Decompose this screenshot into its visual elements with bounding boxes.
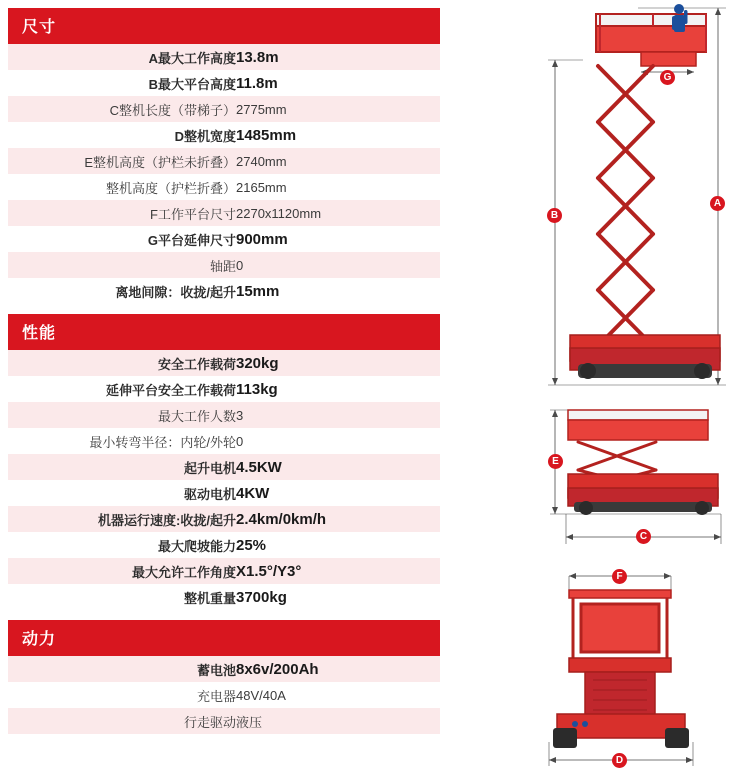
row-value: X1.5°/Y3° <box>236 558 440 584</box>
row-label: D整机宽度 <box>8 122 236 148</box>
dim-marker-G: G <box>660 70 675 85</box>
row-value: 0 <box>236 428 440 454</box>
row-value: 0 <box>236 252 440 278</box>
section-gap <box>8 304 440 314</box>
front-view-svg <box>523 564 739 779</box>
section-title-dimensions: 尺寸 <box>8 8 440 44</box>
row-value: 15mm <box>236 278 440 304</box>
row-value: 320kg <box>236 350 440 376</box>
table-row <box>8 200 440 226</box>
row-value: 2775mm <box>236 96 440 122</box>
table-row <box>8 532 440 558</box>
row-label: 离地间隙：收拢/起升 <box>8 278 236 304</box>
table-dimensions <box>8 44 440 304</box>
table-row <box>8 44 440 70</box>
row-label: 最大工作人数 <box>8 402 236 428</box>
row-label: 起升电机 <box>8 454 236 480</box>
table-row <box>8 708 440 734</box>
row-label: G平台延伸尺寸 <box>8 226 236 252</box>
row-label: C整机长度（带梯子） <box>8 96 236 122</box>
row-label: 最大爬坡能力 <box>8 532 236 558</box>
row-label: 驱动电机 <box>8 480 236 506</box>
row-value: 4.5KW <box>236 454 440 480</box>
row-value: 2270x1120mm <box>236 200 440 226</box>
view-side-elevated <box>448 0 739 392</box>
section-dimensions <box>8 8 440 304</box>
dim-marker-D: D <box>612 753 627 768</box>
row-value: 48V/40A <box>236 682 440 708</box>
table-row <box>8 376 440 402</box>
row-value: 3 <box>236 402 440 428</box>
row-value: 11.8m <box>236 70 440 96</box>
table-performance <box>8 350 440 610</box>
view-side-stowed <box>506 392 739 564</box>
row-value: 8x6v/200Ah <box>236 656 440 682</box>
row-value: 25% <box>236 532 440 558</box>
row-label: 最小转弯半径：内轮/外轮 <box>8 428 236 454</box>
scissor-stack <box>598 66 653 346</box>
table-row <box>8 252 440 278</box>
row-value: 4KW <box>236 480 440 506</box>
table-row <box>8 96 440 122</box>
table-row <box>8 682 440 708</box>
specifications-column <box>8 8 440 734</box>
table-row <box>8 350 440 376</box>
row-label: 蓄电池 <box>8 656 236 682</box>
table-row <box>8 278 440 304</box>
row-value: 3700kg <box>236 584 440 610</box>
section-performance <box>8 314 440 610</box>
row-value: 2165mm <box>236 174 440 200</box>
chassis <box>570 335 720 379</box>
row-label: 轴距 <box>8 252 236 278</box>
row-value: 1485mm <box>236 122 440 148</box>
table-row <box>8 402 440 428</box>
table-row <box>8 70 440 96</box>
row-label: 行走驱动 <box>8 708 236 734</box>
table-power <box>8 656 440 734</box>
row-value: 13.8m <box>236 44 440 70</box>
section-title-power: 动力 <box>8 620 440 656</box>
table-row <box>8 122 440 148</box>
row-label: 机器运行速度:收拢/起升 <box>8 506 236 532</box>
dim-marker-A: A <box>710 196 725 211</box>
side-stowed-svg <box>506 392 739 564</box>
table-row <box>8 480 440 506</box>
table-row <box>8 148 440 174</box>
side-elevated-svg <box>448 0 739 392</box>
row-value: 900mm <box>236 226 440 252</box>
view-front <box>523 564 739 779</box>
row-label: B最大平台高度 <box>8 70 236 96</box>
row-label: 充电器 <box>8 682 236 708</box>
table-row <box>8 656 440 682</box>
table-row <box>8 174 440 200</box>
table-row <box>8 428 440 454</box>
row-value: 2740mm <box>236 148 440 174</box>
section-gap <box>8 610 440 620</box>
row-label: E整机高度（护栏未折叠） <box>8 148 236 174</box>
row-value: 113kg <box>236 376 440 402</box>
row-value: 液压 <box>236 708 440 734</box>
dim-marker-F: F <box>612 569 627 584</box>
table-row <box>8 584 440 610</box>
dim-marker-E: E <box>548 454 563 469</box>
table-row <box>8 506 440 532</box>
row-label: 最大允许工作角度 <box>8 558 236 584</box>
row-label: 安全工作载荷 <box>8 350 236 376</box>
section-title-performance: 性能 <box>8 314 440 350</box>
dim-marker-C: C <box>636 529 651 544</box>
table-row <box>8 226 440 252</box>
row-value: 2.4km/0km/h <box>236 506 440 532</box>
table-row <box>8 558 440 584</box>
dim-marker-B: B <box>547 208 562 223</box>
section-power <box>8 620 440 734</box>
row-label: 整机重量 <box>8 584 236 610</box>
row-label: A最大工作高度 <box>8 44 236 70</box>
table-row <box>8 454 440 480</box>
row-label: 延伸平台安全工作载荷 <box>8 376 236 402</box>
row-label: F工作平台尺寸 <box>8 200 236 226</box>
row-label: 整机高度（护栏折叠） <box>8 174 236 200</box>
technical-drawings <box>448 0 739 779</box>
